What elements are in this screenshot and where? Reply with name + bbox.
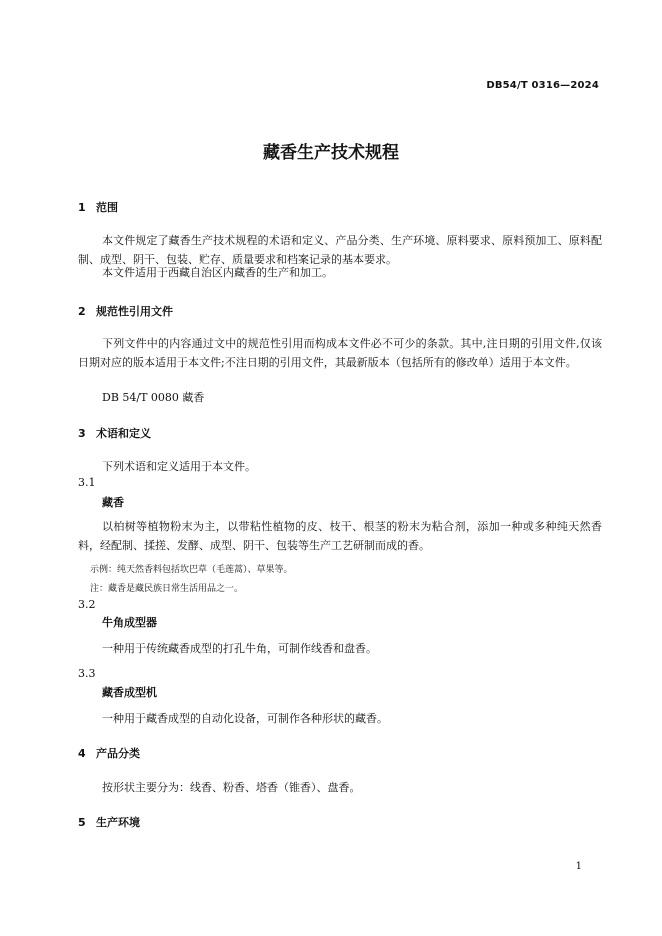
section-1-paragraph-1: 本文件规定了藏香生产技术规程的术语和定义、产品分类、生产环境、原料要求、原料预加工、原料配制、成型、阴干、包装、贮存、质量要求和档案记录的基本要求。 (78, 234, 602, 266)
term-3-2-name: 牛角成型器 (102, 616, 157, 629)
document-number: DB54/T 0316—2024 (486, 80, 599, 91)
section-4-paragraph-1: 按形状主要分为：线香、粉香、塔香（锥香）、盘香。 (102, 781, 361, 794)
page-number: 1 (575, 861, 582, 872)
term-3-2-number: 3.2 (78, 598, 96, 611)
section-title: 范围 (96, 201, 118, 214)
example-text: 纯天然香料包括坎巴草（毛莲蒿）、草果等。 (117, 565, 293, 575)
term-3-1-name: 藏香 (102, 496, 124, 509)
section-4-heading (78, 745, 140, 761)
section-5-heading (78, 814, 140, 830)
term-3-3-name: 藏香成型机 (102, 686, 157, 699)
section-number: 5 (78, 816, 86, 829)
section-number: 2 (78, 305, 86, 318)
term-3-3-definition: 一种用于藏香成型的自动化设备，可制作各种形状的藏香。 (102, 712, 388, 725)
section-2-heading (78, 303, 173, 319)
term-3-1-definition: 以柏树等植物粉末为主，以带粘性植物的皮、枝干、根茎的粉末为粘合剂，添加一种或多种纯天然香料，经配制、揉搓、发酵、成型、阴干、包装等生产工艺研制而成的香。 (78, 520, 602, 552)
note-text: 藏香是藏民族日常生活用品之一。 (108, 584, 244, 594)
section-1-paragraph-2: 本文件适用于西藏自治区内藏香的生产和加工。 (102, 266, 333, 279)
term-3-1-example (90, 562, 293, 575)
term-3-3-number: 3.3 (78, 667, 96, 680)
term-3-1-number: 3.1 (78, 476, 96, 489)
section-title: 规范性引用文件 (96, 305, 173, 318)
note-label: 注： (90, 584, 109, 594)
section-title: 术语和定义 (96, 427, 151, 440)
section-2-paragraph-1: 下列文件中的内容通过文中的规范性引用而构成本文件必不可少的条款。其中,注日期的引用文件,仅该日期对应的版本适用于本文件;不注日期的引用文件，其最新版本（包括所有的修改单）适用于本文件。 (78, 337, 602, 369)
section-title: 生产环境 (96, 816, 140, 829)
section-1-heading (78, 199, 118, 215)
section-3-heading (78, 425, 151, 441)
document-title: 藏香生产技术规程 (263, 143, 399, 163)
section-number: 4 (78, 747, 86, 760)
normative-reference: DB 54/T 0080 藏香 (102, 391, 205, 404)
section-number: 3 (78, 427, 86, 440)
section-3-intro: 下列术语和定义适用于本文件。 (102, 460, 256, 473)
section-title: 产品分类 (96, 747, 140, 760)
term-3-1-note (90, 581, 243, 594)
section-number: 1 (78, 201, 86, 214)
term-3-2-definition: 一种用于传统藏香成型的打孔牛角，可制作线香和盘香。 (102, 642, 377, 655)
example-label: 示例： (90, 565, 118, 575)
